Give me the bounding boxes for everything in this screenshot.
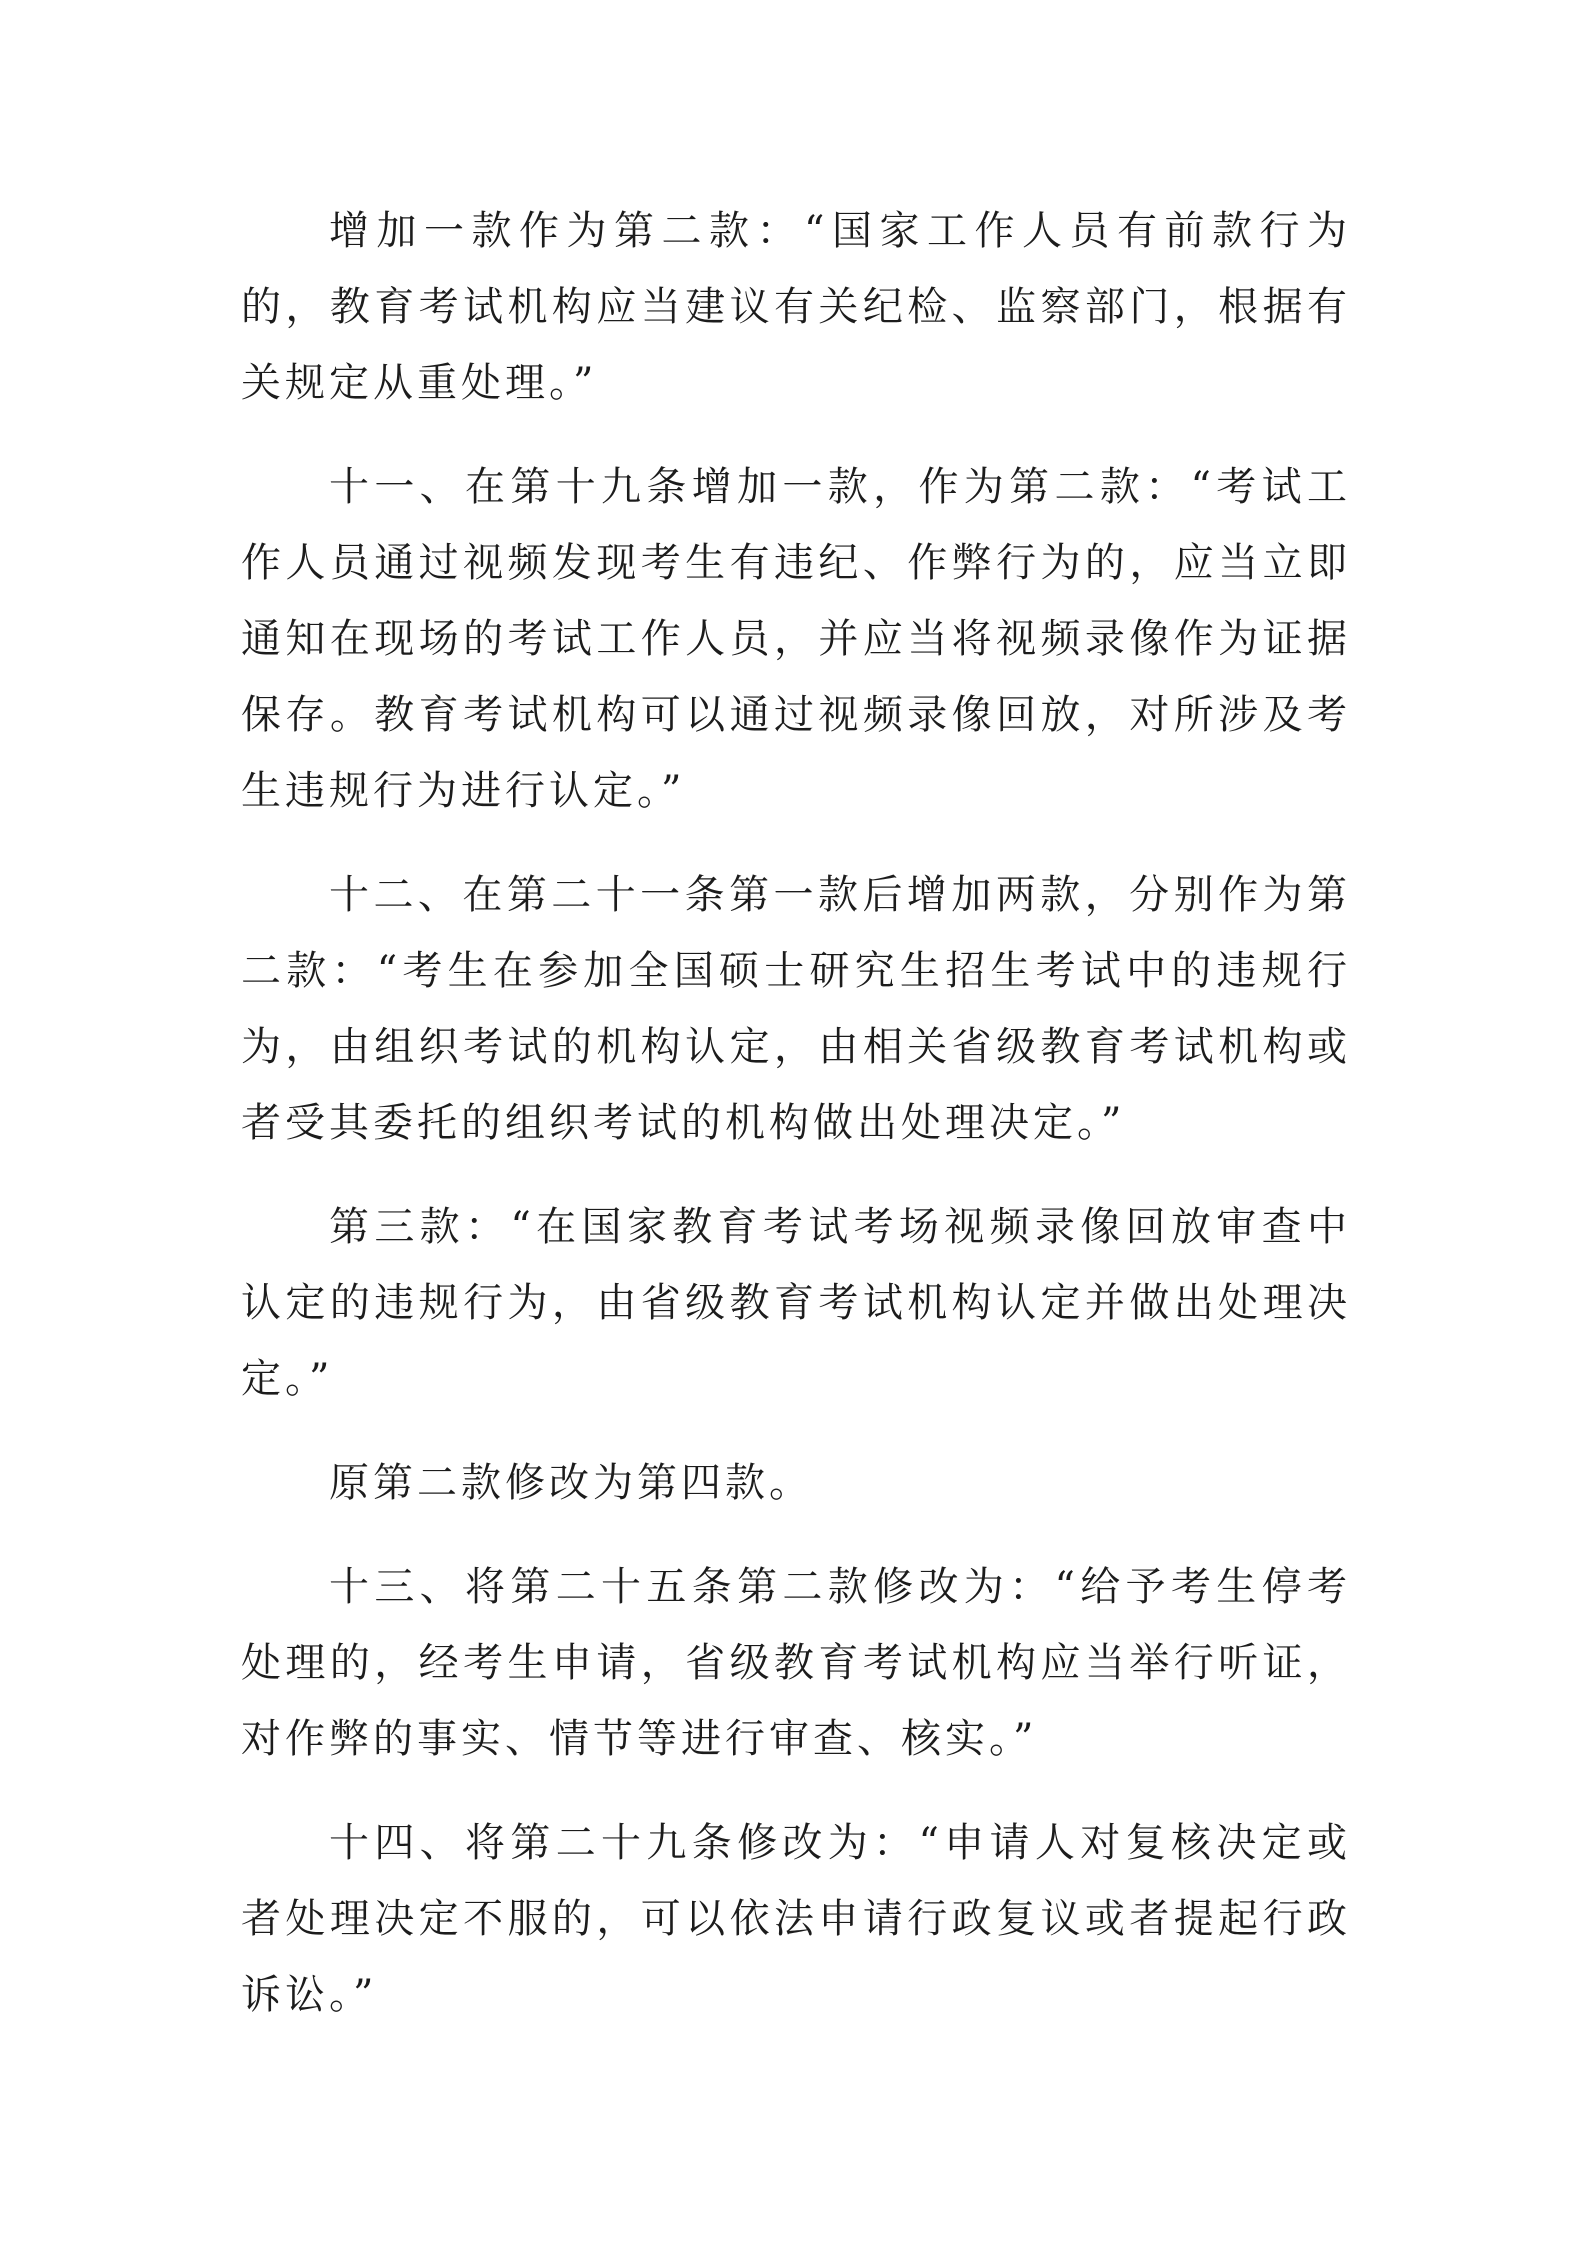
paragraph-article-14: 十四、将第二十九条修改为：“申请人对复核决定或者处理决定不服的，可以依法申请行政复议或者提起行政诉讼。” xyxy=(241,1820,1351,2018)
paragraph-article-10-addition: 增加一款作为第二款：“国家工作人员有前款行为的，教育考试机构应当建议有关纪检、监察部门，根据有关规定从重处理。” xyxy=(241,208,1351,406)
paragraph-article-12: 十二、在第二十一条第一款后增加两款，分别作为第二款：“考生在参加全国硕士研究生招生考试中的违规行为，由组织考试的机构认定，由相关省级教育考试机构或者受其委托的组织考试的机构做出处理决定。” xyxy=(241,872,1351,1146)
document-body xyxy=(241,193,1351,2061)
paragraph-article-12-third-clause: 第三款：“在国家教育考试考场视频录像回放审查中认定的违规行为，由省级教育考试机构认定并做出处理决定。” xyxy=(241,1204,1351,1402)
paragraph-article-11: 十一、在第十九条增加一款，作为第二款：“考试工作人员通过视频发现考生有违纪、作弊行为的，应当立即通知在现场的考试工作人员，并应当将视频录像作为证据保存。教育考试机构可以通过视频录像回放，对所涉及考生违规行为进行认定。” xyxy=(241,464,1351,814)
paragraph-article-13: 十三、将第二十五条第二款修改为：“给予考生停考处理的，经考生申请，省级教育考试机构应当举行听证，对作弊的事实、情节等进行审查、核实。” xyxy=(241,1564,1351,1762)
paragraph-article-12-renumber: 原第二款修改为第四款。 xyxy=(329,1460,813,1506)
